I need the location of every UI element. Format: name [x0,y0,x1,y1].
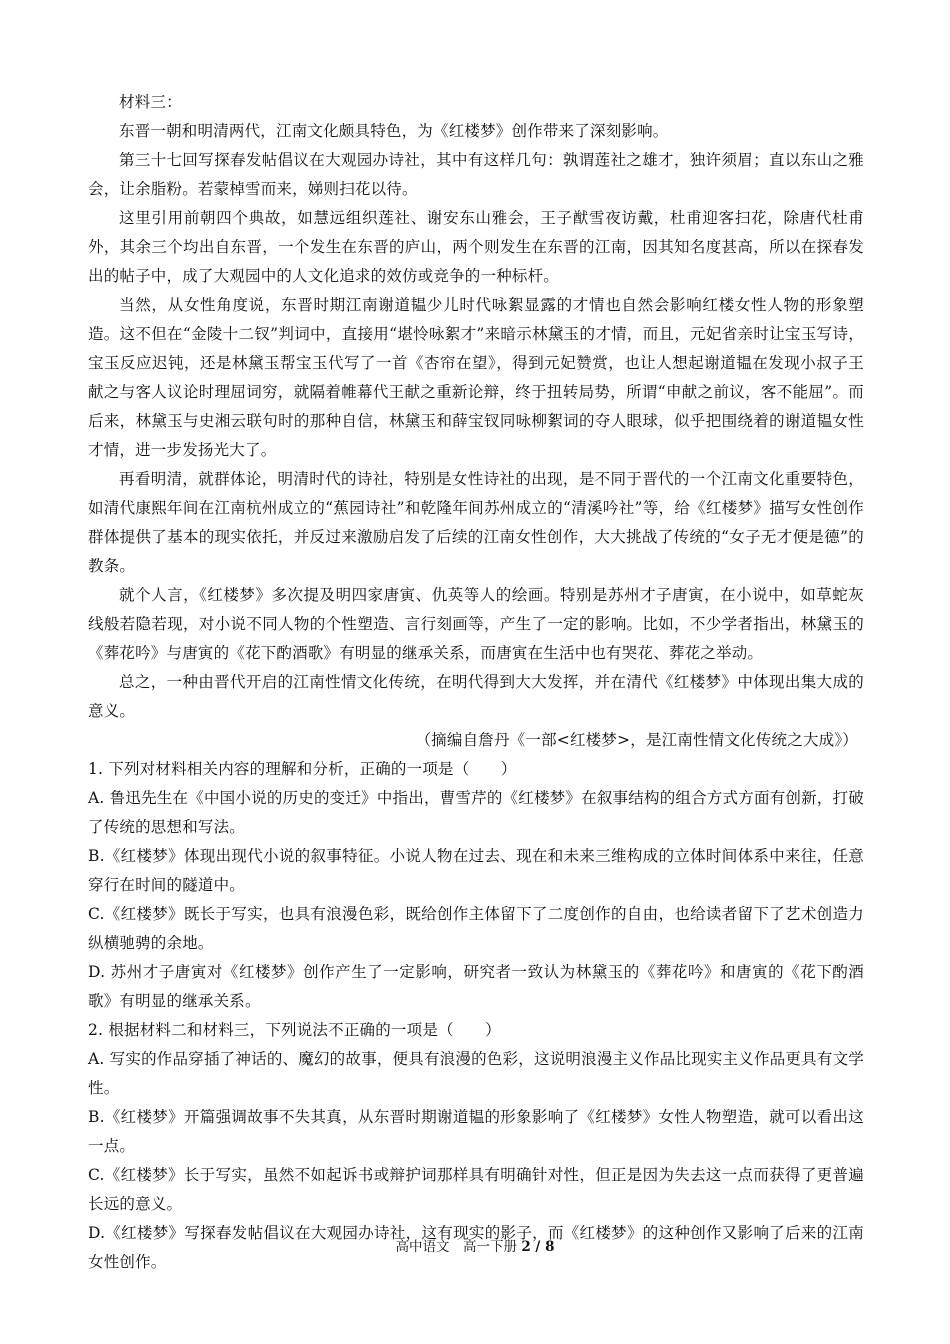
page-number: 2 [521,1239,531,1255]
question-option-c: C.《红楼梦》长于写实，虽然不如起诉书或辩护词那样具有明确针对性，但正是因为失去这一点而获得了更普遍长远的意义。 [88,1166,864,1213]
material-body [88,117,864,726]
question-option-a: A. 写实的作品穿插了神话的、魔幻的故事，便具有浪漫的色彩，这说明浪漫主义作品比现实主义作品更具有文学性。 [88,1050,864,1097]
material-paragraph: 再看明清，就群体论，明清时代的诗社，特别是女性诗社的出现，是不同于晋代的一个江南文化重要特色，如清代康熙年间在江南杭州成立的“蕉园诗社”和乾隆年间苏州成立的“清溪吟社”等，给《红楼梦》描写女性创作群体提供了基本的现实依托，并反过来激励启发了后续的江南女性创作，大大挑战了传统的“女子无才便是德”的教条。 [88,470,864,575]
material-paragraph: 就个人言，《红楼梦》多次提及明四家唐寅、仇英等人的绘画。特别是苏州才子唐寅，在小说中，如草蛇灰线般若隐若现，对小说不同人物的个性塑造、言行刻画等，产生了一定的影响。比如，不少学者指出，林黛玉的《葬花吟》与唐寅的《花下酌酒歌》有明显的继承关系，而唐寅在生活中也有哭花、葬花之举动。 [88,586,864,662]
material-source: （摘编自詹丹《一部<红楼梦>，是江南性情文化传统之大成》） [415,731,858,749]
question-option-c: C.《红楼梦》既长于写实，也具有浪漫色彩，既给创作主体留下了二度创作的自由，也给读者留下了艺术创造力纵横驰骋的余地。 [88,905,864,952]
material-paragraph: 总之，一种由晋代开启的江南性情文化传统，在明代得到大大发挥，并在清代《红楼梦》中体现出集大成的意义。 [88,673,864,720]
question-option-b: B.《红楼梦》体现出现代小说的叙事特征。小说人物在过去、现在和未来三维构成的立体时间体系中来往，任意穿行在时间的隧道中。 [88,847,864,894]
question-stem: 2. 根据材料二和材料三，下列说法不正确的一项是（ ） [88,1021,501,1039]
question-stem: 1. 下列对材料相关内容的理解和分析，正确的一项是（ ） [88,760,517,778]
question-option-d: D.《红楼梦》写探春发帖倡议在大观园办诗社，这有现实的影子，而《红楼梦》的这种创作又影响了后来的江南女性创作。 [88,1224,864,1271]
page-separator: / [530,1239,546,1255]
material-paragraph: 东晋一朝和明清两代，江南文化颇具特色，为《红楼梦》创作带来了深刻影响。 [119,122,669,140]
page-footer [0,1237,950,1257]
material-paragraph: 当然，从女性角度说，东晋时期江南谢道韫少儿时代咏絮显露的才情也自然会影响红楼女性人物的形象塑造。这不但在“金陵十二钗”判词中，直接用“堪怜咏絮才”来暗示林黛玉的才情，而且，元妃省亲时让宝玉写诗，宝玉反应迟钝，还是林黛玉帮宝玉代写了一首《杏帘在望》，得到元妃赞赏，也让人想起谢道韫在发现小叔子王献之与客人议论时理屈词穷，就隔着帷幕代王献之重新论辩，终于扭转局势，所谓“申献之前议，客不能屈”。而后来，林黛玉与史湘云联句时的那种自信，林黛玉和薛宝钗同咏柳絮词的夺人眼球，似乎把围绕着的谢道韫女性才情，进一步发扬光大了。 [88,296,864,459]
question-option-d: D. 苏州才子唐寅对《红楼梦》创作产生了一定影响，研究者一致认为林黛玉的《葬花吟》和唐寅的《花下酌酒歌》有明显的继承关系。 [88,963,864,1010]
question-option-a: A. 鲁迅先生在《中国小说的历史的变迁》中指出，曹雪芹的《红楼梦》在叙事结构的组合方式方面有创新，打破了传统的思想和写法。 [88,789,864,836]
footer-label: 高中语文 高一下册 [395,1239,518,1255]
question-1 [88,755,864,1016]
page-content [88,88,864,1277]
question-option-b: B.《红楼梦》开篇强调故事不失其真，从东晋时期谢道韫的形象影响了《红楼梦》女性人物塑造，就可以看出这一点。 [88,1108,864,1155]
material-paragraph: 第三十七回写探春发帖倡议在大观园办诗社，其中有这样几句：孰谓莲社之雄才，独许须眉；直以东山之雅会，让余脂粉。若蒙棹雪而来，娣则扫花以待。 [88,151,864,198]
material-heading: 材料三： [119,93,182,111]
page-total: 8 [545,1239,555,1255]
material-paragraph: 这里引用前朝四个典故，如慧远组织莲社、谢安东山雅会，王子猷雪夜访戴，杜甫迎客扫花，除唐代杜甫外，其余三个均出自东晋，一个发生在东晋的庐山，两个则发生在东晋的江南，因其知名度甚高，所以在探春发出的帖子中，成了大观园中的人文化追求的效仿或竞争的一种标杆。 [88,209,864,285]
